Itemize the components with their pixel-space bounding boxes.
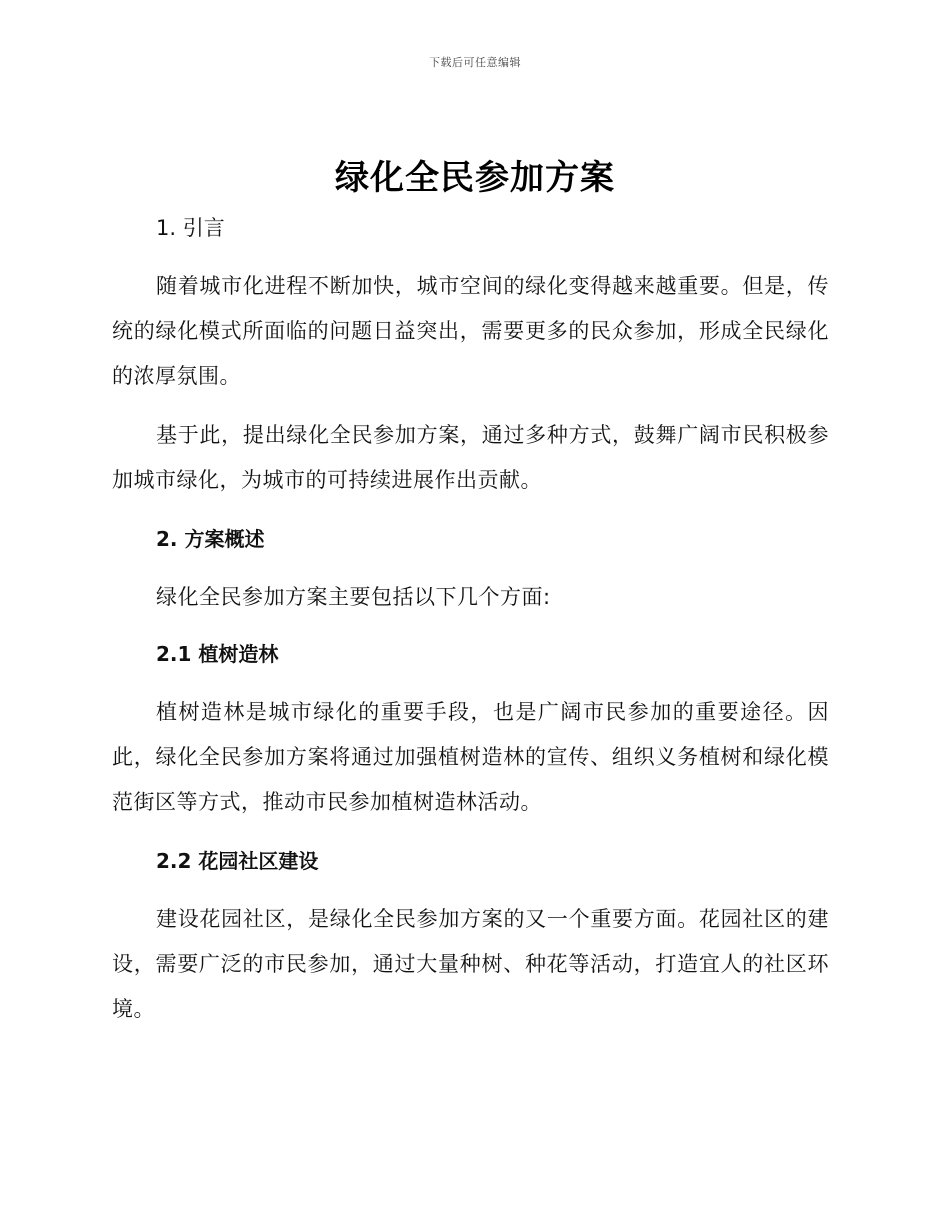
header-note: 下载后可任意编辑 — [429, 56, 521, 69]
section-heading-intro: 1. 引言 — [156, 216, 225, 240]
paragraph-intro-1: 随着城市化进程不断加快，城市空间的绿化变得越来越重要。但是，传统的绿化模式所面临的问题日益突出，需要更多的民众参加，形成全民绿化的浓厚氛围。 — [112, 274, 829, 388]
paragraph-2-1: 植树造林是城市绿化的重要手段，也是广阔市民参加的重要途径。因此，绿化全民参加方案将通过加强植树造林的宣传、组织义务植树和绿化模范街区等方式，推动市民参加植树造林活动。 — [112, 700, 829, 814]
paragraph-intro-2: 基于此，提出绿化全民参加方案，通过多种方式，鼓舞广阔市民积极参加城市绿化，为城市的可持续进展作出贡献。 — [112, 423, 829, 492]
section-heading-2-2: 2.2 花园社区建设 — [156, 849, 319, 873]
section-heading-2-1: 2.1 植树造林 — [156, 642, 279, 666]
paragraph-overview-1: 绿化全民参加方案主要包括以下几个方面: — [156, 585, 551, 609]
document-body — [112, 200, 829, 1032]
document-title: 绿化全民参加方案 — [335, 158, 615, 198]
section-heading-overview: 2. 方案概述 — [156, 527, 265, 551]
paragraph-2-2: 建设花园社区，是绿化全民参加方案的又一个重要方面。花园社区的建设，需要广泛的市民参加，通过大量种树、种花等活动，打造宜人的社区环境。 — [112, 907, 829, 1021]
